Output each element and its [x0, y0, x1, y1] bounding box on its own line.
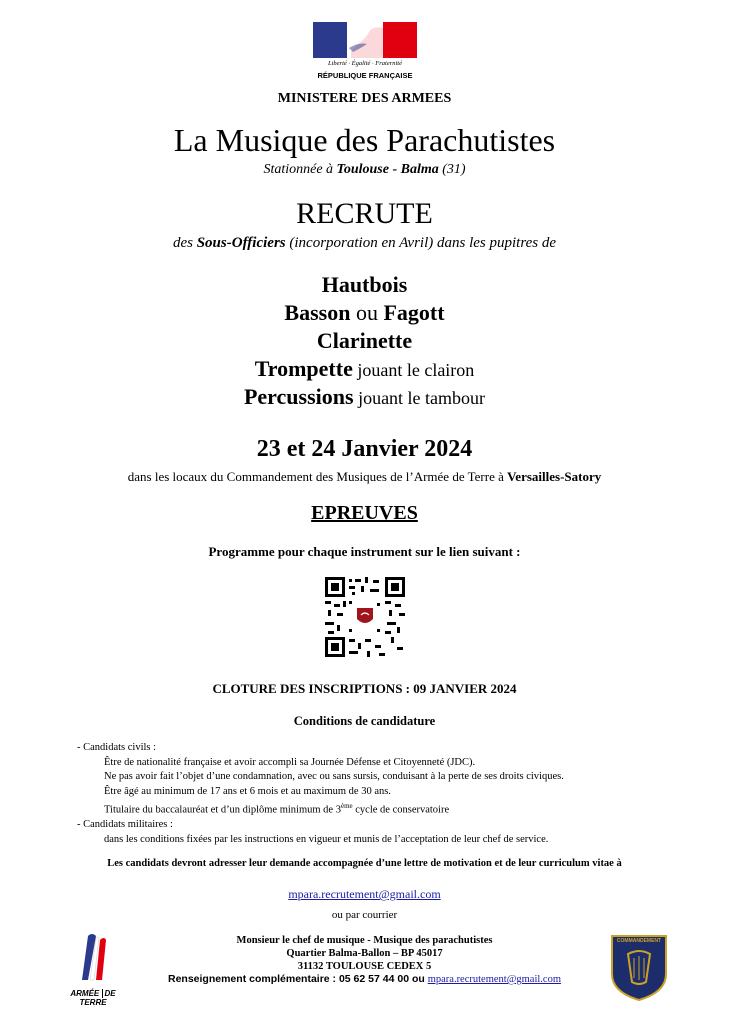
- condition-item: Être de nationalité française et avoir accompli sa Journée Défense et Citoyenneté (JDC).: [104, 756, 476, 768]
- event-dates: 23 et 24 Janvier 2024: [256, 436, 473, 462]
- closing-date: CLOTURE DES INSCRIPTIONS : 09 JANVIER 2024: [212, 681, 517, 696]
- condition-item: Titulaire du baccalauréat et d’un diplôme minimum de 3ème cycle de conservatoire: [104, 802, 450, 816]
- condition-item: Être âgé au minimum de 17 ans et 6 mois et au maximum de 30 ans.: [104, 785, 391, 797]
- info-line: Renseignement complémentaire : 05 62 57 44 00 ou mpara.recrutement@gmail.com: [168, 973, 561, 985]
- condition-item: Ne pas avoir fait l’objet d’une condamnation, avec ou sans sursis, conduisant à la perte de ses droits civiques.: [104, 771, 564, 783]
- conditions-heading: Conditions de candidature: [293, 714, 436, 728]
- motto: Liberté · Égalité · Fraternité: [327, 60, 403, 67]
- commandement-badge-icon: COMMANDEMENT: [610, 934, 668, 1002]
- page-title: La Musique des Parachutistes: [173, 122, 556, 158]
- info-email-link[interactable]: mpara.recrutement@gmail.com: [427, 974, 561, 985]
- address-line: 31132 TOULOUSE CEDEX 5: [297, 961, 432, 972]
- or-mail: ou par courrier: [331, 909, 398, 921]
- instrument-hautbois: Hautbois: [321, 272, 408, 297]
- address-line: Quartier Balma-Ballon – BP 45017: [286, 948, 443, 959]
- instrument-basson-fagott: Basson ou Fagott: [284, 300, 445, 325]
- sous-officiers: Sous-Officiers: [196, 235, 286, 251]
- conditions-list: [77, 741, 564, 848]
- instrument-percussions: Percussions jouant le tambour: [243, 384, 486, 409]
- program-line: Programme pour chaque instrument sur le lien suivant :: [208, 544, 521, 559]
- recruit-line: des Sous-Officiers (incorporation en Avril) dans les pupitres de: [172, 235, 557, 251]
- instrument-trompette: Trompette jouant le clairon: [254, 356, 475, 381]
- address-line: Monsieur le chef de musique - Musique des parachutistes: [236, 935, 493, 946]
- stationed-place: Toulouse - Balma: [336, 162, 439, 177]
- epreuves-heading: EPREUVES: [311, 502, 418, 524]
- instrument-clarinette: Clarinette: [316, 328, 413, 353]
- email-link[interactable]: mpara.recrutement@gmail.com: [288, 887, 441, 901]
- marianne-flag-icon: [313, 22, 417, 58]
- condition-item: dans les conditions fixées par les instructions en vigueur et munis de l’acceptation de leur chef de service.: [104, 834, 549, 846]
- civil-candidates-label: - Candidats civils :: [77, 742, 157, 753]
- armee-de-terre-logo: ARMÉE DE TERRE: [58, 932, 128, 998]
- recrute-heading: RECRUTE: [296, 197, 433, 230]
- republique-francaise-logo: [313, 22, 417, 84]
- stationed-line: Stationnée à Toulouse - Balma (31): [263, 162, 466, 177]
- email-line: [0, 887, 729, 902]
- republique-francaise-label: RÉPUBLIQUE FRANÇAISE: [317, 71, 413, 80]
- application-instructions: Les candidats devront adresser leur demande accompagnée d’une lettre de motivation et de leur curriculum vitae à: [107, 858, 622, 869]
- ministry-title: MINISTERE DES ARMEES: [277, 91, 452, 106]
- event-location: dans les locaux du Commandement des Musiques de l’Armée de Terre à Versailles-Satory: [127, 469, 602, 484]
- qr-code-icon[interactable]: [325, 577, 405, 657]
- military-candidates-label: - Candidats militaires :: [77, 819, 173, 831]
